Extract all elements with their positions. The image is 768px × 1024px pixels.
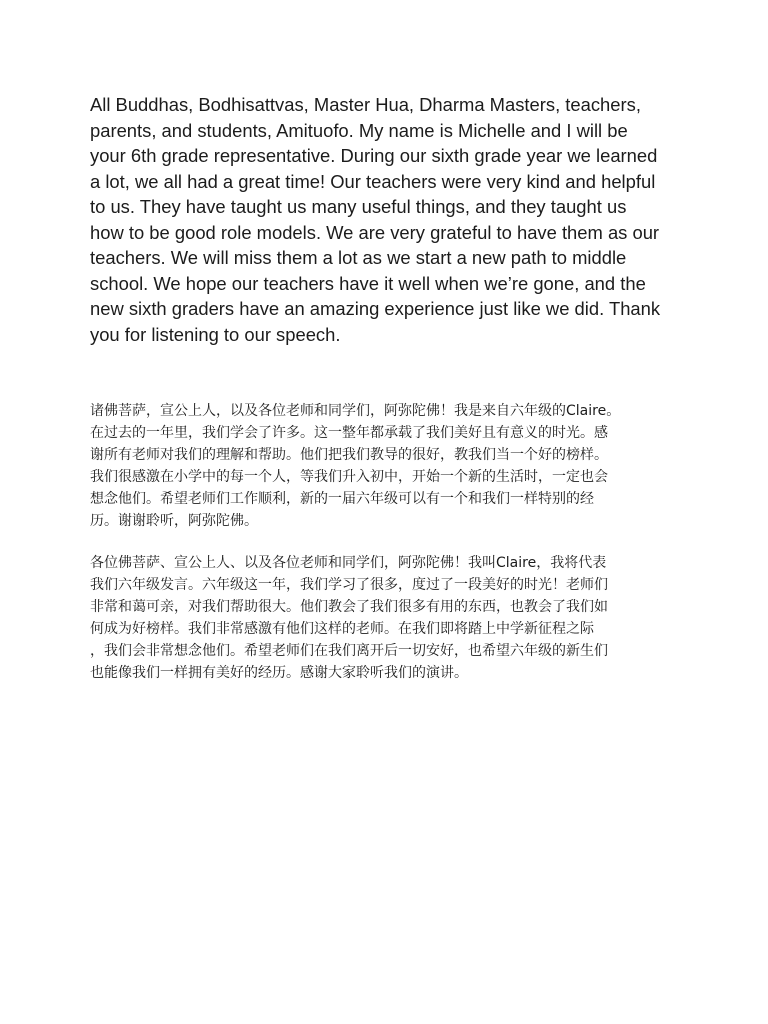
text-line: 我们很感激在小学中的每一个人，等我们升入初中，开始一个新的生活时，一定也会: [90, 469, 608, 485]
text-line: 诸佛菩萨，宣公上人，以及各位老师和同学们，阿弥陀佛！我是来自六年级的Claire。: [90, 403, 621, 419]
text-line: teachers. We will miss them a lot as we start a new path to middle: [90, 247, 627, 268]
text-line: 我们六年级发言。六年级这一年，我们学习了很多，度过了一段美好的时光！老师们: [90, 577, 608, 593]
text-line: a lot, we all had a great time! Our teachers were very kind and helpful: [90, 170, 656, 192]
english-speech-paragraph: [90, 92, 680, 347]
text-line: ，我们会非常想念他们。希望老师们在我们离开后一切安好，也希望六年级的新生们: [90, 643, 608, 659]
chinese-speech-paragraph-1: [90, 400, 680, 532]
text-line: 也能像我们一样拥有美好的经历。感谢大家聆听我们的演讲。: [90, 665, 468, 681]
text-line: parents, and students, Amituofo. My name is Michelle and I will be: [90, 119, 628, 141]
text-line: new sixth graders have an amazing experience just like we did. Thank: [90, 298, 661, 319]
text-line: 各位佛菩萨、宣公上人、以及各位老师和同学们，阿弥陀佛！我叫Claire，我将代表: [90, 555, 607, 571]
text-line: your 6th grade representative. During our sixth grade year we learned: [90, 145, 658, 166]
text-line: All Buddhas, Bodhisattvas, Master Hua, Dharma Masters, teachers,: [90, 94, 641, 115]
text-line: 在过去的一年里，我们学会了许多。这一整年都承载了我们美好且有意义的时光。感: [90, 425, 608, 441]
chinese-speech-paragraph-2: [90, 552, 680, 684]
text-line: to us. They have taught us many useful things, and they taught us: [90, 196, 627, 217]
text-line: 何成为好榜样。我们非常感激有他们这样的老师。在我们即将踏上中学新征程之际: [90, 621, 594, 637]
text-line: 历。谢谢聆听，阿弥陀佛。: [90, 513, 258, 529]
text-line: 非常和蔼可亲，对我们帮助很大。他们教会了我们很多有用的东西，也教会了我们如: [90, 599, 608, 615]
text-line: how to be good role models. We are very grateful to have them as our: [90, 221, 660, 243]
text-line: school. We hope our teachers have it well when we’re gone, and the: [90, 272, 646, 294]
text-line: you for listening to our speech.: [90, 323, 341, 345]
text-line: 想念他们。希望老师们工作顺利，新的一届六年级可以有一个和我们一样特别的经: [90, 491, 594, 507]
text-line: 谢所有老师对我们的理解和帮助。他们把我们教导的很好，教我们当一个好的榜样。: [90, 447, 608, 463]
